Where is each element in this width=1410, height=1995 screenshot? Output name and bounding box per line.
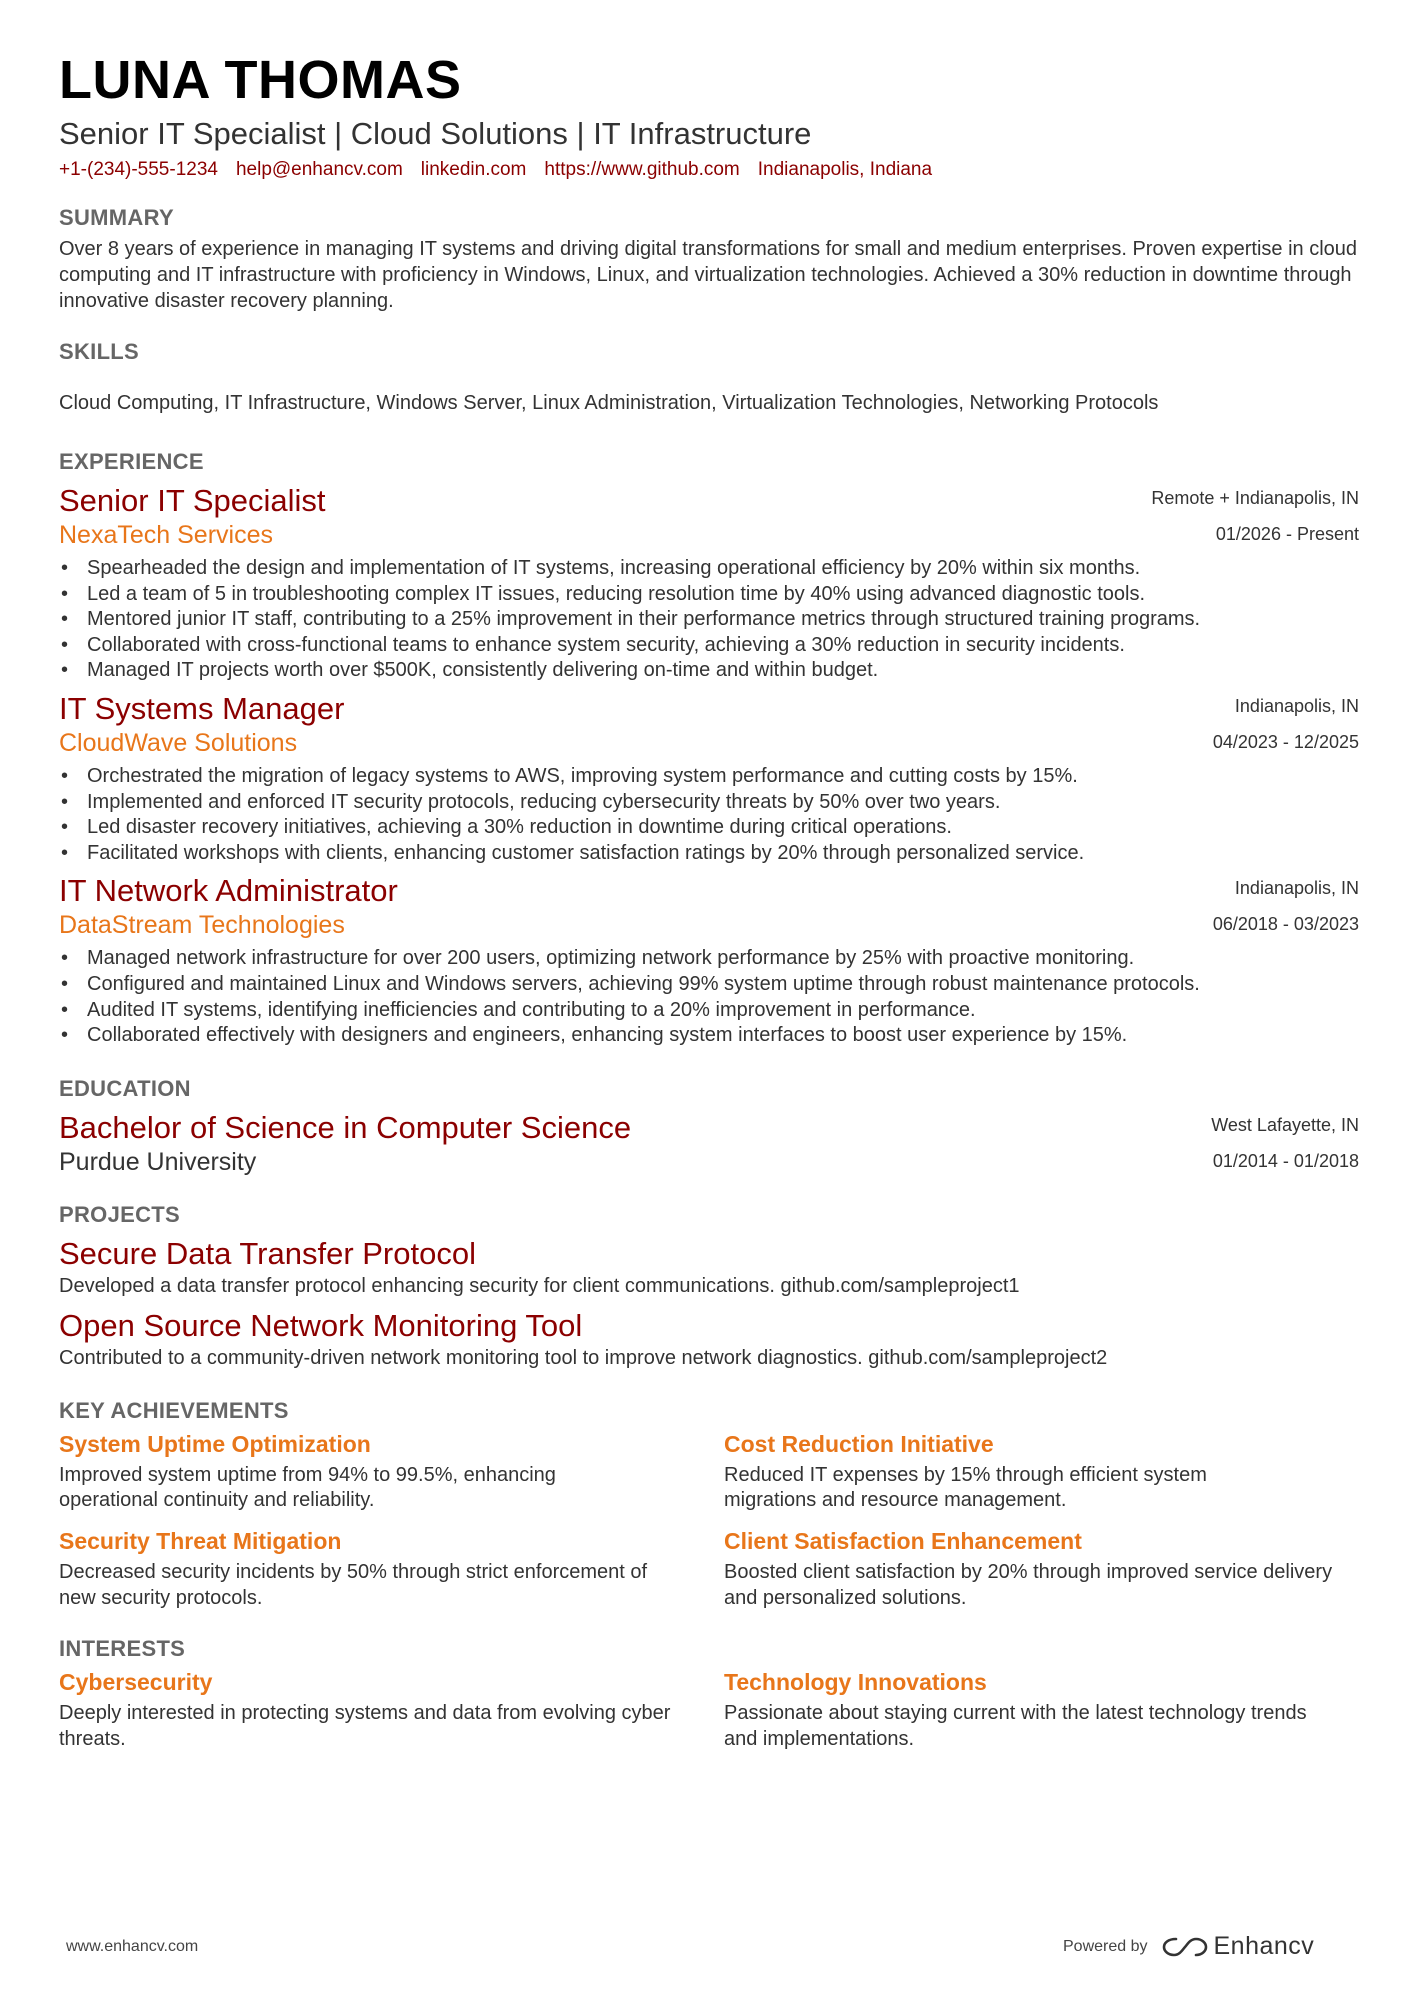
achievement-title: Cost Reduction Initiative — [724, 1430, 994, 1457]
section-title: SUMMARY — [59, 205, 174, 230]
resume-header — [59, 48, 1359, 182]
section-title: EDUCATION — [59, 1075, 191, 1101]
interest-item — [724, 1667, 1359, 1752]
job-bullet: • Facilitated workshops with clients, enhancing customer satisfaction ratings by 20% through personalized service. — [59, 841, 1359, 867]
achievement-title: Client Satisfaction Enhancement — [724, 1527, 1082, 1554]
achievements-section — [59, 1397, 1359, 1611]
interest-item — [59, 1667, 724, 1752]
enhancv-logo-icon — [1162, 1935, 1208, 1959]
company-name: DataStream Technologies — [59, 911, 345, 940]
section-title: EXPERIENCE — [59, 449, 204, 474]
achievement-description: Reduced IT expenses by 15% through efficient system migrations and resource management. — [724, 1463, 1207, 1512]
job-bullet: • Led a team of 5 in troubleshooting complex IT issues, reducing resolution time by 40% using advanced diagnostic tools. — [59, 582, 1359, 608]
section-title: KEY ACHIEVEMENTS — [59, 1397, 289, 1423]
contact-github[interactable]: https://www.github.com — [544, 159, 740, 180]
school-name: Purdue University — [59, 1147, 257, 1176]
experience-entry — [59, 482, 1359, 684]
summary-text: Over 8 years of experience in managing IT systems and driving digital transformations for small and medium enterprises. Proven expertise in cloud computing and IT infrastructure with proficiency in Windows, Linux, and virtualization technologies. Achieved a 30% reduction in downtime through innovative disaster recovery planning. — [59, 238, 1358, 312]
skills-text: Cloud Computing, IT Infrastructure, Windows Server, Linux Administration, Virtualization Technologies, Networking Protocols — [59, 392, 1159, 414]
job-dates: 06/2018 - 03/2023 — [1212, 914, 1359, 935]
job-location: Indianapolis, IN — [1234, 878, 1359, 899]
achievement-item — [59, 1429, 724, 1514]
achievement-title: System Uptime Optimization — [59, 1430, 371, 1457]
job-bullet: • Led disaster recovery initiatives, achieving a 30% reduction in downtime during critical operations. — [59, 815, 1359, 841]
section-title: PROJECTS — [59, 1201, 180, 1227]
project-description: Contributed to a community-driven network monitoring tool to improve network diagnostics. github.com/sampleproject2 — [59, 1346, 1108, 1369]
job-bullet: • Collaborated with cross-functional teams to enhance system security, achieving a 30% reduction in security incidents. — [59, 633, 1359, 659]
experience-entry — [59, 872, 1359, 1048]
achievement-item — [724, 1526, 1359, 1611]
job-bullet: • Implemented and enforced IT security protocols, reducing cybersecurity threats by 50% over two years. — [59, 790, 1359, 816]
achievement-item — [59, 1526, 724, 1611]
job-title: IT Systems Manager — [59, 690, 345, 726]
project-description: Developed a data transfer protocol enhancing security for client communications. github.com/sampleproject1 — [59, 1274, 1020, 1297]
education-section — [59, 1075, 1359, 1179]
job-bullet: • Audited IT systems, identifying inefficiencies and contributing to a 20% improvement in performance. — [59, 998, 1359, 1024]
job-title: IT Network Administrator — [59, 873, 398, 909]
experience-entry — [59, 690, 1359, 866]
education-dates: 01/2014 - 01/2018 — [1212, 1150, 1359, 1171]
footer-website[interactable]: www.enhancv.com — [66, 1938, 199, 1955]
job-bullet: • Managed IT projects worth over $500K, consistently delivering on-time and within budget. — [59, 658, 1359, 684]
interest-description: Passionate about staying current with the latest technology trends and implementations. — [724, 1702, 1307, 1750]
company-name: CloudWave Solutions — [59, 728, 298, 757]
contact-location: Indianapolis, Indiana — [757, 159, 933, 180]
education-location: West Lafayette, IN — [1211, 1114, 1359, 1135]
interest-title: Technology Innovations — [724, 1669, 987, 1696]
skills-section — [59, 338, 1359, 416]
achievement-item — [724, 1429, 1359, 1514]
project-item — [59, 1307, 1359, 1371]
job-bullet: • Configured and maintained Linux and Windows servers, achieving 99% system uptime through robust maintenance protocols. — [59, 972, 1359, 998]
summary-section — [59, 204, 1359, 314]
job-location: Remote + Indianapolis, IN — [1151, 488, 1359, 508]
candidate-headline: Senior IT Specialist | Cloud Solutions | IT Infrastructure — [59, 116, 812, 151]
job-bullet: • Mentored junior IT staff, contributing to a 25% improvement in their performance metrics through structured training programs. — [59, 607, 1359, 633]
project-item — [59, 1235, 1359, 1299]
contact-email[interactable]: help@enhancv.com — [235, 159, 403, 180]
company-name: NexaTech Services — [59, 521, 273, 549]
contact-list — [59, 158, 1359, 182]
degree-title: Bachelor of Science in Computer Science — [59, 1109, 632, 1145]
section-title: SKILLS — [59, 339, 140, 364]
job-bullets — [59, 946, 1359, 1048]
achievement-description: Boosted client satisfaction by 20% through improved service delivery and personalized solutions. — [724, 1560, 1333, 1609]
interest-description: Deeply interested in protecting systems and data from evolving cyber threats. — [59, 1702, 671, 1750]
job-title: Senior IT Specialist — [59, 483, 326, 518]
job-bullets — [59, 764, 1359, 866]
achievement-description: Improved system uptime from 94% to 99.5%, enhancing operational continuity and reliability. — [59, 1463, 556, 1512]
job-bullet: • Managed network infrastructure for over 200 users, optimizing network performance by 25% with proactive monitoring. — [59, 946, 1359, 972]
interest-title: Cybersecurity — [59, 1669, 213, 1696]
achievement-description: Decreased security incidents by 50% through strict enforcement of new security protocols. — [59, 1560, 648, 1609]
powered-by-label: Powered by — [1063, 1937, 1148, 1955]
resume-page — [59, 48, 1359, 1752]
experience-section — [59, 448, 1359, 1049]
job-bullet: • Orchestrated the migration of legacy systems to AWS, improving system performance and cutting costs by 15%. — [59, 764, 1359, 790]
interests-section — [59, 1635, 1359, 1752]
contact-phone[interactable]: +1-(234)-555-1234 — [59, 159, 218, 180]
brand-name: Enhancv — [1213, 1932, 1315, 1960]
job-bullet: • Collaborated effectively with designers and engineers, enhancing system interfaces to boost user experience by 15%. — [59, 1023, 1359, 1049]
job-dates: 01/2026 - Present — [1215, 524, 1359, 544]
job-bullet: • Spearheaded the design and implementation of IT systems, increasing operational efficiency by 20% within six months. — [59, 556, 1359, 582]
job-location: Indianapolis, IN — [1234, 695, 1359, 716]
enhancv-logo[interactable] — [1162, 1932, 1315, 1961]
candidate-name: LUNA THOMAS — [59, 50, 462, 110]
job-dates: 04/2023 - 12/2025 — [1212, 731, 1359, 752]
achievement-title: Security Threat Mitigation — [59, 1527, 342, 1554]
job-bullets — [59, 556, 1359, 684]
contact-linkedin[interactable]: linkedin.com — [420, 159, 527, 180]
projects-section — [59, 1201, 1359, 1371]
project-title: Secure Data Transfer Protocol — [59, 1235, 476, 1271]
footer-branding — [1063, 1932, 1314, 1961]
project-title: Open Source Network Monitoring Tool — [59, 1307, 583, 1343]
section-title: INTERESTS — [59, 1636, 186, 1662]
